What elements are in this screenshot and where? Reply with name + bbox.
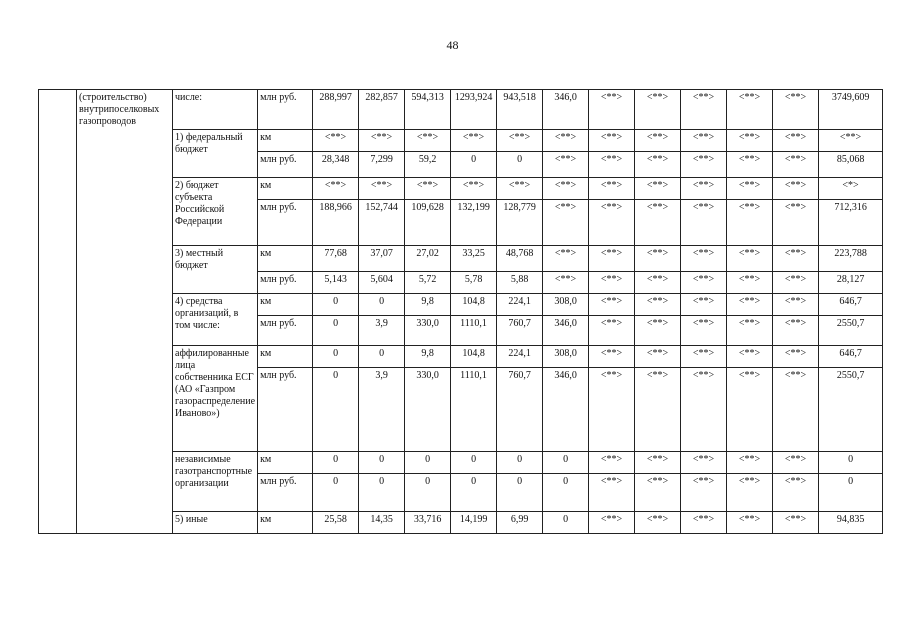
value-cell: <**> bbox=[727, 452, 773, 474]
value-cell: <**> bbox=[773, 512, 819, 534]
value-cell: <**> bbox=[681, 512, 727, 534]
row-unit: км bbox=[258, 178, 313, 200]
value-cell: <**> bbox=[819, 130, 883, 152]
value-cell: <**> bbox=[589, 316, 635, 346]
value-cell: <**> bbox=[635, 246, 681, 272]
value-cell: <**> bbox=[405, 130, 451, 152]
value-cell: 28,127 bbox=[819, 272, 883, 294]
value-cell: <**> bbox=[727, 178, 773, 200]
value-cell: 0 bbox=[313, 368, 359, 452]
value-cell: 0 bbox=[313, 452, 359, 474]
value-cell: <**> bbox=[681, 246, 727, 272]
value-cell: <**> bbox=[635, 368, 681, 452]
value-cell: <**> bbox=[451, 130, 497, 152]
value-cell: 2550,7 bbox=[819, 368, 883, 452]
value-cell: 109,628 bbox=[405, 200, 451, 246]
value-cell: <**> bbox=[681, 368, 727, 452]
value-cell: <**> bbox=[727, 294, 773, 316]
row-desc: аффилированные лица собственника ЕСГ (АО «Газпром газораспределение Иваново») bbox=[173, 346, 258, 452]
value-cell: <**> bbox=[773, 452, 819, 474]
value-cell: 152,744 bbox=[359, 200, 405, 246]
value-cell: <**> bbox=[451, 178, 497, 200]
value-cell: <**> bbox=[497, 178, 543, 200]
value-cell: 0 bbox=[313, 316, 359, 346]
value-cell: <**> bbox=[681, 294, 727, 316]
value-cell: <**> bbox=[543, 246, 589, 272]
value-cell: 0 bbox=[497, 452, 543, 474]
value-cell: <**> bbox=[681, 316, 727, 346]
value-cell: 760,7 bbox=[497, 316, 543, 346]
value-cell: <**> bbox=[773, 346, 819, 368]
value-cell: <**> bbox=[635, 130, 681, 152]
row-desc: независимые газотранспортные организации bbox=[173, 452, 258, 512]
page-number: 48 bbox=[446, 38, 459, 52]
value-cell: <**> bbox=[681, 130, 727, 152]
value-cell: 85,068 bbox=[819, 152, 883, 178]
value-cell: 14,35 bbox=[359, 512, 405, 534]
value-cell: 77,68 bbox=[313, 246, 359, 272]
value-cell: 0 bbox=[451, 474, 497, 512]
value-cell: 0 bbox=[313, 294, 359, 316]
value-cell: <**> bbox=[589, 178, 635, 200]
value-cell: <**> bbox=[635, 294, 681, 316]
row-unit: км bbox=[258, 452, 313, 474]
value-cell: 14,199 bbox=[451, 512, 497, 534]
value-cell: 0 bbox=[543, 512, 589, 534]
value-cell: 9,8 bbox=[405, 294, 451, 316]
value-cell: <**> bbox=[589, 130, 635, 152]
row-unit: млн руб. bbox=[258, 90, 313, 130]
value-cell: 104,8 bbox=[451, 346, 497, 368]
value-cell: <**> bbox=[589, 152, 635, 178]
value-cell: <**> bbox=[635, 152, 681, 178]
value-cell: 132,199 bbox=[451, 200, 497, 246]
value-cell: <**> bbox=[681, 152, 727, 178]
value-cell: <*> bbox=[819, 178, 883, 200]
value-cell: 27,02 bbox=[405, 246, 451, 272]
value-cell: <**> bbox=[681, 272, 727, 294]
value-cell: 28,348 bbox=[313, 152, 359, 178]
value-cell: <**> bbox=[773, 294, 819, 316]
value-cell: 0 bbox=[313, 346, 359, 368]
row-unit: млн руб. bbox=[258, 474, 313, 512]
value-cell: 0 bbox=[819, 452, 883, 474]
value-cell: 0 bbox=[543, 452, 589, 474]
row-unit: млн руб. bbox=[258, 272, 313, 294]
value-cell: <**> bbox=[727, 200, 773, 246]
row-unit: км bbox=[258, 246, 313, 272]
value-cell: <**> bbox=[543, 152, 589, 178]
value-cell: <**> bbox=[543, 130, 589, 152]
value-cell: <**> bbox=[681, 474, 727, 512]
value-cell: 224,1 bbox=[497, 346, 543, 368]
value-cell: 0 bbox=[359, 452, 405, 474]
value-cell: 1110,1 bbox=[451, 368, 497, 452]
value-cell: <**> bbox=[727, 512, 773, 534]
row-desc: 1) федеральный бюджет bbox=[173, 130, 258, 178]
value-cell: <**> bbox=[773, 246, 819, 272]
row-desc: 3) местный бюджет bbox=[173, 246, 258, 294]
row-unit: км bbox=[258, 130, 313, 152]
value-cell: 0 bbox=[451, 152, 497, 178]
value-cell: 0 bbox=[543, 474, 589, 512]
value-cell: <**> bbox=[589, 90, 635, 130]
value-cell: <**> bbox=[773, 152, 819, 178]
value-cell: <**> bbox=[589, 246, 635, 272]
value-cell: 0 bbox=[313, 474, 359, 512]
value-cell: 104,8 bbox=[451, 294, 497, 316]
value-cell: <**> bbox=[773, 272, 819, 294]
value-cell: 9,8 bbox=[405, 346, 451, 368]
value-cell: 760,7 bbox=[497, 368, 543, 452]
value-cell: <**> bbox=[589, 452, 635, 474]
value-cell: <**> bbox=[727, 272, 773, 294]
value-cell: 308,0 bbox=[543, 346, 589, 368]
value-cell: 2550,7 bbox=[819, 316, 883, 346]
value-cell: 943,518 bbox=[497, 90, 543, 130]
value-cell: <**> bbox=[589, 200, 635, 246]
value-cell: 0 bbox=[359, 294, 405, 316]
value-cell: 33,25 bbox=[451, 246, 497, 272]
value-cell: <**> bbox=[589, 474, 635, 512]
value-cell: 25,58 bbox=[313, 512, 359, 534]
value-cell: 646,7 bbox=[819, 294, 883, 316]
value-cell: 712,316 bbox=[819, 200, 883, 246]
value-cell: <**> bbox=[405, 178, 451, 200]
row-unit: млн руб. bbox=[258, 316, 313, 346]
value-cell: <**> bbox=[727, 152, 773, 178]
value-cell: <**> bbox=[773, 90, 819, 130]
value-cell: <**> bbox=[727, 474, 773, 512]
value-cell: <**> bbox=[313, 178, 359, 200]
value-cell: <**> bbox=[543, 200, 589, 246]
funding-table bbox=[38, 89, 883, 534]
value-cell: 33,716 bbox=[405, 512, 451, 534]
value-cell: <**> bbox=[589, 346, 635, 368]
value-cell: 188,966 bbox=[313, 200, 359, 246]
value-cell: 3,9 bbox=[359, 316, 405, 346]
row-unit: млн руб. bbox=[258, 368, 313, 452]
value-cell: 330,0 bbox=[405, 316, 451, 346]
value-cell: 223,788 bbox=[819, 246, 883, 272]
value-cell: <**> bbox=[635, 90, 681, 130]
row-unit: млн руб. bbox=[258, 152, 313, 178]
value-cell: 0 bbox=[819, 474, 883, 512]
row-desc: числе: bbox=[173, 90, 258, 130]
value-cell: 5,88 bbox=[497, 272, 543, 294]
value-cell: 0 bbox=[405, 474, 451, 512]
value-cell: 7,299 bbox=[359, 152, 405, 178]
value-cell: <**> bbox=[681, 346, 727, 368]
value-cell: 6,99 bbox=[497, 512, 543, 534]
value-cell: <**> bbox=[773, 130, 819, 152]
value-cell: <**> bbox=[681, 200, 727, 246]
value-cell: 3749,609 bbox=[819, 90, 883, 130]
section-title: (строительство) внутрипоселковых газопроводов bbox=[77, 90, 173, 534]
index-cell bbox=[39, 90, 77, 534]
value-cell: 59,2 bbox=[405, 152, 451, 178]
value-cell: <**> bbox=[773, 368, 819, 452]
value-cell: 0 bbox=[359, 346, 405, 368]
value-cell: <**> bbox=[635, 512, 681, 534]
value-cell: <**> bbox=[635, 272, 681, 294]
value-cell: <**> bbox=[359, 178, 405, 200]
value-cell: 5,78 bbox=[451, 272, 497, 294]
value-cell: 646,7 bbox=[819, 346, 883, 368]
value-cell: <**> bbox=[635, 316, 681, 346]
value-cell: 37,07 bbox=[359, 246, 405, 272]
value-cell: 346,0 bbox=[543, 90, 589, 130]
table-row bbox=[39, 90, 883, 130]
value-cell: 5,143 bbox=[313, 272, 359, 294]
value-cell: 0 bbox=[497, 474, 543, 512]
value-cell: 0 bbox=[497, 152, 543, 178]
value-cell: 1110,1 bbox=[451, 316, 497, 346]
row-desc: 4) средства организаций, в том числе: bbox=[173, 294, 258, 346]
value-cell: 346,0 bbox=[543, 316, 589, 346]
value-cell: <**> bbox=[589, 512, 635, 534]
value-cell: <**> bbox=[635, 452, 681, 474]
value-cell: <**> bbox=[543, 178, 589, 200]
value-cell: <**> bbox=[727, 90, 773, 130]
value-cell: <**> bbox=[727, 368, 773, 452]
value-cell: <**> bbox=[635, 200, 681, 246]
value-cell: 94,835 bbox=[819, 512, 883, 534]
value-cell: <**> bbox=[773, 474, 819, 512]
value-cell: 48,768 bbox=[497, 246, 543, 272]
value-cell: 308,0 bbox=[543, 294, 589, 316]
value-cell: 346,0 bbox=[543, 368, 589, 452]
value-cell: 224,1 bbox=[497, 294, 543, 316]
value-cell: 0 bbox=[359, 474, 405, 512]
value-cell: <**> bbox=[681, 178, 727, 200]
value-cell: <**> bbox=[635, 178, 681, 200]
value-cell: 128,779 bbox=[497, 200, 543, 246]
value-cell: <**> bbox=[727, 130, 773, 152]
value-cell: 1293,924 bbox=[451, 90, 497, 130]
value-cell: 0 bbox=[405, 452, 451, 474]
row-unit: км bbox=[258, 346, 313, 368]
value-cell: <**> bbox=[773, 178, 819, 200]
value-cell: <**> bbox=[543, 272, 589, 294]
value-cell: <**> bbox=[727, 346, 773, 368]
value-cell: <**> bbox=[589, 294, 635, 316]
value-cell: <**> bbox=[497, 130, 543, 152]
value-cell: <**> bbox=[589, 368, 635, 452]
value-cell: <**> bbox=[681, 452, 727, 474]
value-cell: 282,857 bbox=[359, 90, 405, 130]
value-cell: <**> bbox=[635, 346, 681, 368]
value-cell: <**> bbox=[313, 130, 359, 152]
value-cell: 5,72 bbox=[405, 272, 451, 294]
value-cell: 288,997 bbox=[313, 90, 359, 130]
value-cell: <**> bbox=[773, 316, 819, 346]
value-cell: <**> bbox=[727, 246, 773, 272]
value-cell: 594,313 bbox=[405, 90, 451, 130]
row-unit: км bbox=[258, 512, 313, 534]
value-cell: <**> bbox=[635, 474, 681, 512]
value-cell: <**> bbox=[773, 200, 819, 246]
value-cell: 330,0 bbox=[405, 368, 451, 452]
row-unit: км bbox=[258, 294, 313, 316]
row-desc: 2) бюджет субъекта Российской Федерации bbox=[173, 178, 258, 246]
value-cell: <**> bbox=[727, 316, 773, 346]
value-cell: <**> bbox=[359, 130, 405, 152]
row-desc: 5) иные bbox=[173, 512, 258, 534]
value-cell: 0 bbox=[451, 452, 497, 474]
value-cell: <**> bbox=[681, 90, 727, 130]
value-cell: <**> bbox=[589, 272, 635, 294]
value-cell: 3,9 bbox=[359, 368, 405, 452]
value-cell: 5,604 bbox=[359, 272, 405, 294]
row-unit: млн руб. bbox=[258, 200, 313, 246]
